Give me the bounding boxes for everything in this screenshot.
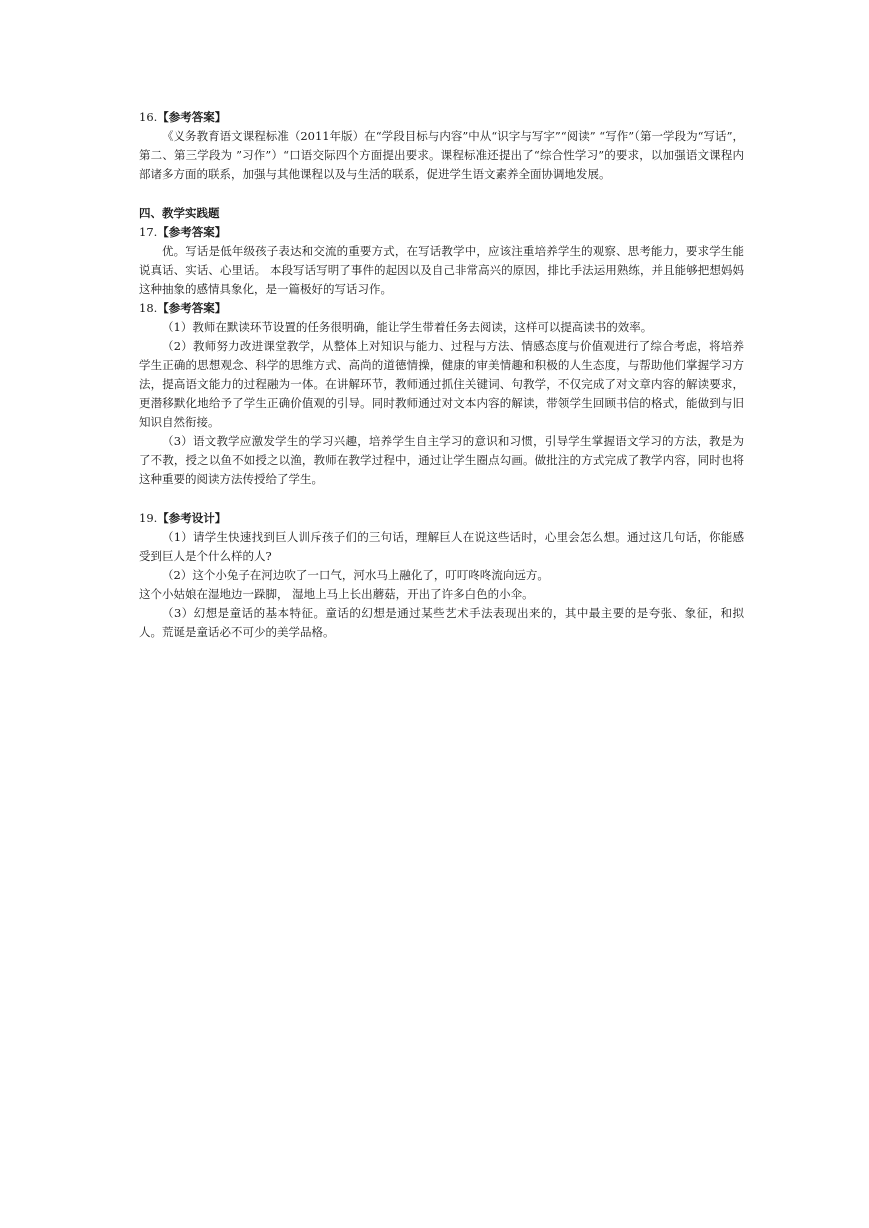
design-paragraph: 这个小姑娘在湿地边一跺脚， 湿地上马上长出蘑菇，开出了许多白色的小伞。	[139, 587, 534, 601]
section-4	[139, 204, 744, 489]
question-number: 17.	[139, 225, 158, 239]
question-number: 16.	[139, 110, 158, 124]
question-number: 18.	[139, 301, 158, 315]
question-16	[139, 108, 744, 184]
question-17	[139, 223, 744, 299]
answer-paragraph: 《义务教育语文课程标准（2011年版）在“学段目标与内容”中从“识字与写字”“阅读” “写作”（第一学段为“写话”，第二、第三学段为 ”习作”）“口语交际四个方面提出要求。课程标准还提出了“综合性学习”的要求，以加强语文课程内部诸多方面的联系，加强与其他课程以及与生活的联系，促进学生语文素养全面协调地发展。	[139, 129, 744, 181]
design-label: 【参考设计】	[157, 511, 227, 525]
answer-paragraph: 优。写话是低年级孩子表达和交流的重要方式，在写话教学中，应该注重培养学生的观察、思考能力，要求学生能说真话、实话、心里话。 本段写话写明了事件的起因以及自己非常高兴的原因，排比手法运用熟练，并且能够把想妈妈这种抽象的感情具象化，是一篇极好的写话习作。	[139, 244, 744, 296]
section-heading: 四、教学实践题	[139, 206, 220, 220]
question-18	[139, 299, 744, 489]
question-17-title	[139, 223, 744, 242]
answer-paragraph: （1）教师在默读环节设置的任务很明确，能让学生带着任务去阅读，这样可以提高读书的效率。	[162, 320, 653, 334]
question-number: 19.	[139, 511, 158, 525]
design-paragraph: （2）这个小兔子在河边吹了一口气，河水马上融化了，叮叮咚咚流向远方。	[162, 568, 549, 582]
design-paragraph: （3）幻想是童话的基本特征。童话的幻想是通过某些艺术手法表现出来的，其中最主要的是夸张、象征，和拟人。荒诞是童话必不可少的美学品格。	[139, 606, 744, 639]
answer-label: 【参考答案】	[157, 225, 227, 239]
question-18-title	[139, 299, 744, 318]
question-19	[139, 509, 744, 642]
answer-paragraph: （3）语文教学应激发学生的学习兴趣，培养学生自主学习的意识和习惯，引导学生掌握语文学习的方法，教是为了不教，授之以鱼不如授之以渔，教师在教学过程中，通过让学生圈点勾画。做批注的方式完成了教学内容，同时也将这种重要的阅读方法传授给了学生。	[139, 434, 744, 486]
answer-label: 【参考答案】	[157, 110, 227, 124]
answer-paragraph: （2）教师努力改进课堂教学，从整体上对知识与能力、过程与方法、情感态度与价值观进行了综合考虑，将培养学生正确的思想观念、科学的思维方式、高尚的道德情操，健康的审美情趣和积极的人生态度，与帮助他们掌握学习方法，提高语文能力的过程融为一体。在讲解环节，教师通过抓住关键词、句教学，不仅完成了对文章内容的解读要求，更潜移默化地给予了学生正确价值观的引导。同时教师通过对文本内容的解读，带领学生回顾书信的格式，能做到与旧知识自然衔接。	[139, 339, 744, 429]
question-19-title	[139, 509, 744, 528]
document-content	[139, 108, 744, 662]
answer-label: 【参考答案】	[157, 301, 227, 315]
design-paragraph: （1）请学生快速找到巨人训斥孩子们的三句话，理解巨人在说这些话时，心里会怎么想。通过这几句话，你能感受到巨人是个什么样的人?	[139, 530, 744, 563]
question-16-title	[139, 108, 744, 127]
